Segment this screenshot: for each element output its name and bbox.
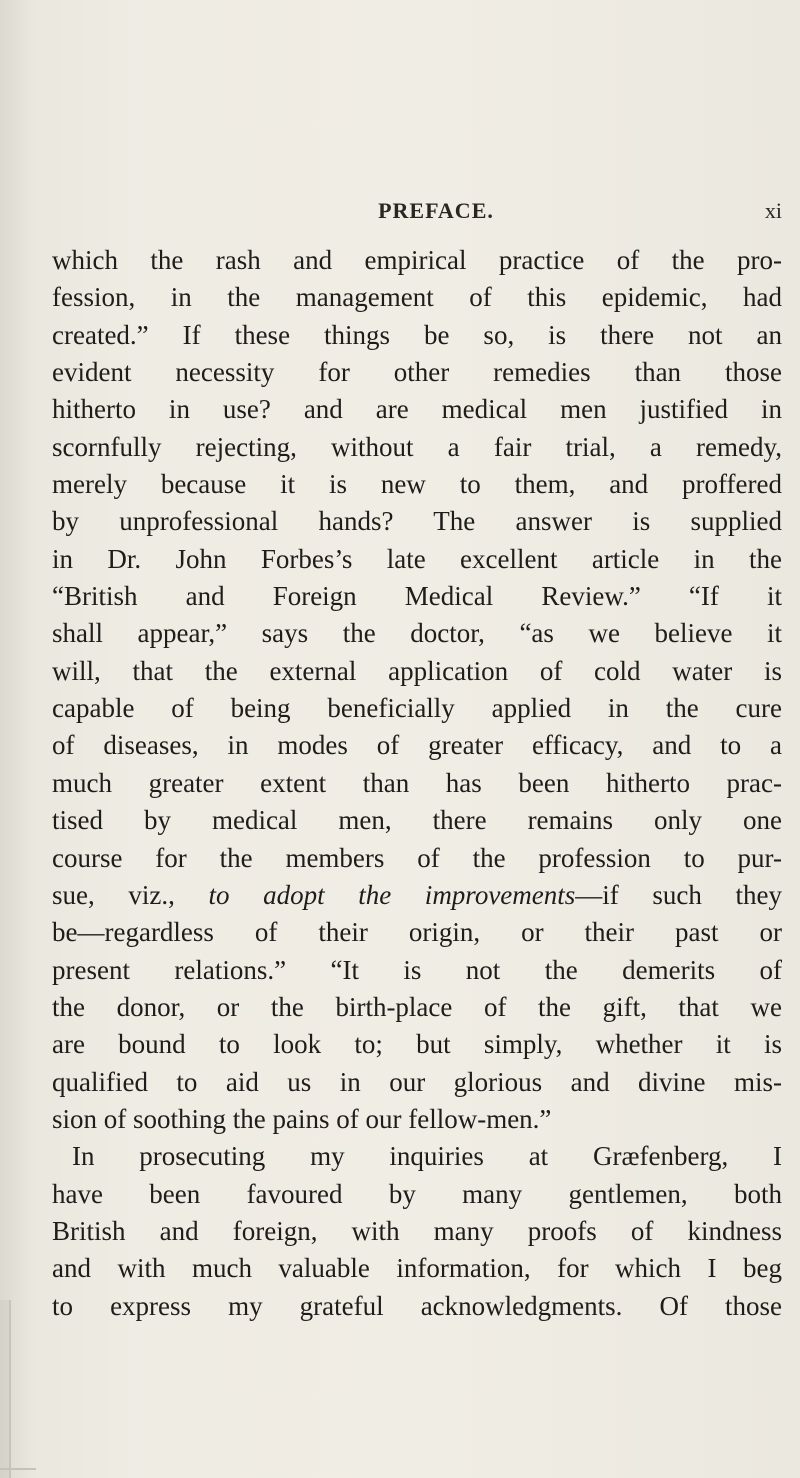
line-text: tised by medical men, there remains only one	[52, 805, 782, 836]
line-text: much greater extent than has been hitherto prac-	[52, 767, 782, 798]
text-line	[52, 503, 782, 540]
line-text: hitherto in use? and are medical men justified in	[52, 394, 782, 425]
running-header	[88, 198, 782, 228]
line-text: present relations.” “It is not the demerits of	[52, 954, 782, 985]
text-line	[52, 429, 782, 466]
line-text: have been favoured by many gentlemen, both	[52, 1178, 782, 1209]
page-corner-rule	[0, 1468, 36, 1470]
page-edge	[0, 1300, 11, 1478]
text-line	[52, 1101, 782, 1138]
line-text: the donor, or the birth-place of the gift, that we	[52, 991, 782, 1022]
line-text: merely because it is new to them, and proffered	[52, 469, 782, 500]
page-number: xi	[764, 198, 782, 223]
text-line	[52, 690, 782, 727]
text-line	[52, 727, 782, 764]
text-line	[52, 1026, 782, 1063]
line-text: which the rash and empirical practice of the pro-	[52, 245, 782, 275]
text-line	[52, 765, 782, 802]
line-text: sion of soothing the pains of our fellow-men.”	[52, 1103, 552, 1134]
body-text	[52, 242, 782, 1325]
line-text: and with much valuable information, for which I beg	[52, 1253, 782, 1284]
text-line	[52, 653, 782, 690]
line-text: shall appear,” says the doctor, “as we believe it	[52, 618, 782, 649]
text-line	[52, 317, 782, 354]
text-line	[52, 877, 782, 914]
text-line	[52, 914, 782, 951]
text-line	[52, 279, 782, 316]
text-line	[52, 989, 782, 1026]
line-text: to express my grateful acknowledgments. Of those	[52, 1290, 782, 1321]
line-text: British and foreign, with many proofs of kindness	[52, 1215, 782, 1246]
text-line	[52, 541, 782, 578]
line-text: qualified to aid us in our glorious and divine mis-	[52, 1066, 782, 1097]
line-text: In prosecuting my inquiries at Græfenberg, I	[72, 1141, 782, 1172]
text-line	[52, 1288, 782, 1325]
text-line	[52, 466, 782, 503]
line-text: course for the members of the profession to pur-	[52, 842, 782, 873]
text-line	[52, 1176, 782, 1213]
running-title: PREFACE.	[378, 198, 494, 223]
line-text: capable of being beneficially applied in the cure	[52, 693, 782, 724]
line-text: by unprofessional hands? The answer is supplied	[52, 506, 782, 537]
text-line	[52, 952, 782, 989]
text-line	[52, 391, 782, 428]
line-text: “British and Foreign Medical Review.” “If it	[52, 581, 782, 612]
line-text: fession, in the management of this epidemic, had	[52, 282, 782, 313]
line-text: created.” If these things be so, is there not an	[52, 319, 782, 350]
text-line	[52, 1213, 782, 1250]
text-line	[52, 242, 782, 279]
text-line	[52, 354, 782, 391]
line-text: in Dr. John Forbes’s late excellent article in the	[52, 543, 782, 574]
text-line	[52, 802, 782, 839]
text-line	[52, 840, 782, 877]
italic-segment: to adopt the improvements	[208, 879, 576, 910]
line-text: be—regardless of their origin, or their past or	[52, 917, 782, 948]
text-line	[52, 1250, 782, 1287]
text-line	[52, 615, 782, 652]
text-line	[52, 578, 782, 615]
line-text: will, that the external application of cold water is	[52, 655, 782, 686]
text-segment: —if such they	[575, 879, 782, 910]
gutter-shadow	[0, 0, 34, 1478]
line-text: evident necessity for other remedies than those	[52, 357, 782, 388]
line-text: scornfully rejecting, without a fair trial, a remedy,	[52, 431, 782, 462]
text-line	[52, 1138, 782, 1175]
text-segment: sue, viz.,	[52, 879, 209, 910]
line-text: are bound to look to; but simply, whether it is	[52, 1029, 782, 1060]
text-line	[52, 1064, 782, 1101]
line-text: of diseases, in modes of greater efficacy, and to a	[52, 730, 782, 761]
